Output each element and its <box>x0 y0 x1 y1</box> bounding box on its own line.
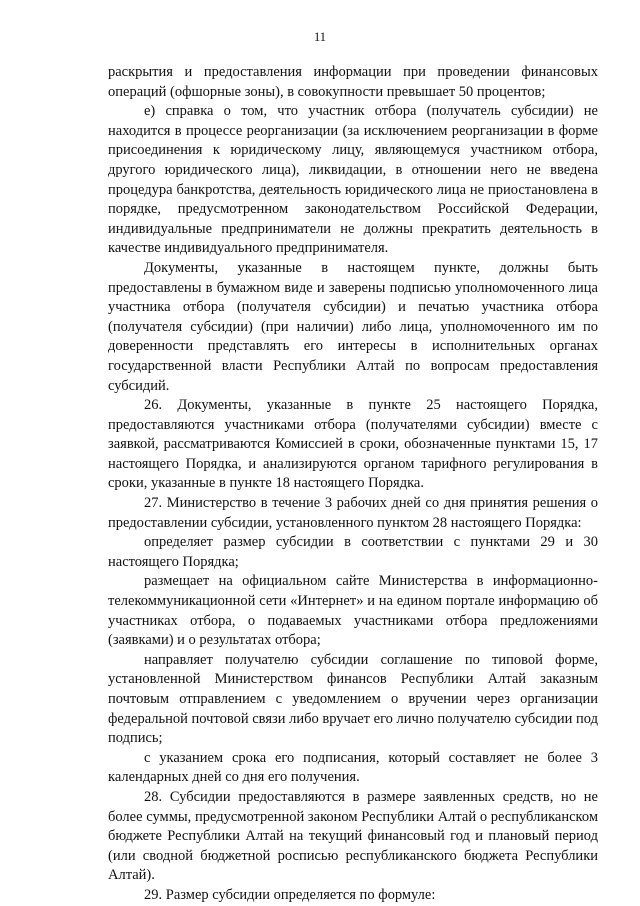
paragraph-27-item-3: направляет получателю субсидии соглашение по типовой форме, установленной Министерством финансов Республики Алтай заказным почтовым отправлением с уведомлением о вручении через организации федеральной почтовой связи либо вручает его лично получателю субсидии под подпись; <box>108 651 598 747</box>
document-body <box>108 63 598 906</box>
page-number: 11 <box>313 30 327 44</box>
paragraph-27-item-1: определяет размер субсидии в соответствии с пунктами 29 и 30 настоящего Порядка; <box>108 534 598 570</box>
paragraph-documents-requirements: Документы, указанные в настоящем пункте, должны быть предоставлены в бумажном виде и заверены подписью уполномоченного лица участника отбора (получателя субсидии) и печатью участника отбора (получателя субсидии) (при наличии) либо лица, уполномоченного им по доверенности представлять его интересы в исполнительных органах государственной власти Республики Алтай по вопросам предоставления субсидий. <box>108 259 598 394</box>
paragraph-27-item-4: с указанием срока его подписания, который составляет не более 3 календарных дней со дня его получения. <box>108 749 598 786</box>
paragraph-27: 27. Министерство в течение 3 рабочих дней со дня принятия решения о предоставлении субсидии, установленного пунктом 28 настоящего Порядка: <box>108 495 598 531</box>
paragraph-28: 28. Субсидии предоставляются в размере заявленных средств, но не более суммы, предусмотренной законом Республики Алтай о республиканском бюджете Республики Алтай на текущий финансовый год и плановый период (или сводной бюджетной росписью республиканского бюджета Республики Алтай). <box>108 788 598 884</box>
paragraph-26: 26. Документы, указанные в пункте 25 настоящего Порядка, предоставляются участниками отбора (получателями субсидии) вместе с заявкой, рассматриваются Комиссией в сроки, обозначенные пунктами 15, 17 настоящего Порядка, и анализируются органом тарифного регулирования в сроки, указанные в пункте 18 настоящего Порядка. <box>108 397 598 492</box>
paragraph-27-item-2: размещает на официальном сайте Министерства в информационно-телекоммуникационной сети «Интернет» и на едином портале информацию об участниках отбора, о подаваемых участниками отбора предложениями (заявками) и о результатах отбора; <box>108 573 598 649</box>
paragraph-29: 29. Размер субсидии определяется по формуле: <box>144 886 436 903</box>
paragraph-item-e: е) справка о том, что участник отбора (получатель субсидии) не находится в процессе реорганизации (за исключением реорганизации в форме присоединения к юридическому лицу, являющемуся участником отбора, другого юридического лица), ликвидации, в отношении него не введена процедура банкротства, деятельность юридического лица не приостановлена в порядке, предусмотренном законодательством Российской Федерации, индивидуальные предприниматели не должны прекратить деятельность в качестве индивидуального предпринимателя. <box>108 103 598 257</box>
paragraph-continuation: раскрытия и предоставления информации при проведении финансовых операций (офшорные зоны), в совокупности превышает 50 процентов; <box>108 64 598 100</box>
